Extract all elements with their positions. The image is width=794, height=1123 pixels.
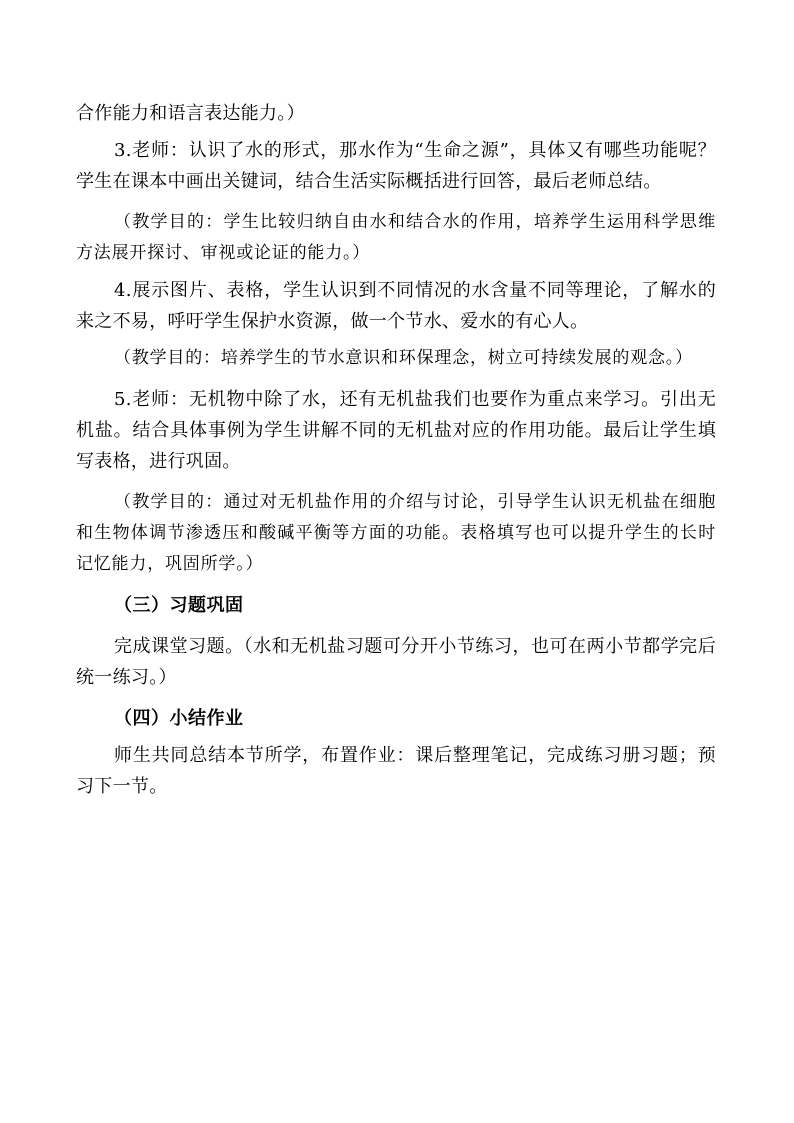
paragraph-step-5: 5.老师：无机物中除了水，还有无机盐我们也要作为重点来学习。引出无机盐。结合具体事例为学生讲解不同的无机盐对应的作用功能。最后让学生填写表格，进行巩固。 bbox=[76, 389, 716, 472]
teaching-aim-5: （教学目的：通过对无机盐作用的介绍与讨论，引导学生认识无机盐在细胞和生物体调节渗透压和酸碱平衡等方面的功能。表格填写也可以提升学生的长时记忆能力，巩固所学。） bbox=[76, 492, 716, 574]
paragraph-step-4: 4.展示图片、表格，学生认识到不同情况的水含量不同等理论，了解水的来之不易，呼吁学生保护水资源，做一个节水、爱水的有心人。 bbox=[76, 280, 716, 332]
teaching-aim-3: （教学目的：学生比较归纳自由水和结合水的作用，培养学生运用科学思维方法展开探讨、审视或论证的能力。） bbox=[76, 212, 716, 263]
paragraph-summary: 师生共同总结本节所学，布置作业：课后整理笔记，完成练习册习题；预习下一节。 bbox=[76, 745, 716, 797]
paragraph-continuation: 合作能力和语言表达能力。） bbox=[76, 103, 305, 124]
paragraph-step-3: 3.老师：认识了水的形式，那水作为“生命之源”，具体又有哪些功能呢？学生在课本中画出关键词，结合生活实际概括进行回答，最后老师总结。 bbox=[76, 140, 716, 192]
section-heading-summary: （四）小结作业 bbox=[114, 708, 244, 729]
paragraph-exercises: 完成课堂习题。（水和无机盐习题可分开小节练习，也可在两小节都学完后统一练习。） bbox=[76, 636, 716, 688]
section-heading-exercises: （三）习题巩固 bbox=[114, 595, 244, 616]
teaching-aim-4: （教学目的：培养学生的节水意识和环保理念，树立可持续发展的观念。） bbox=[114, 348, 693, 368]
document-page bbox=[76, 98, 716, 802]
